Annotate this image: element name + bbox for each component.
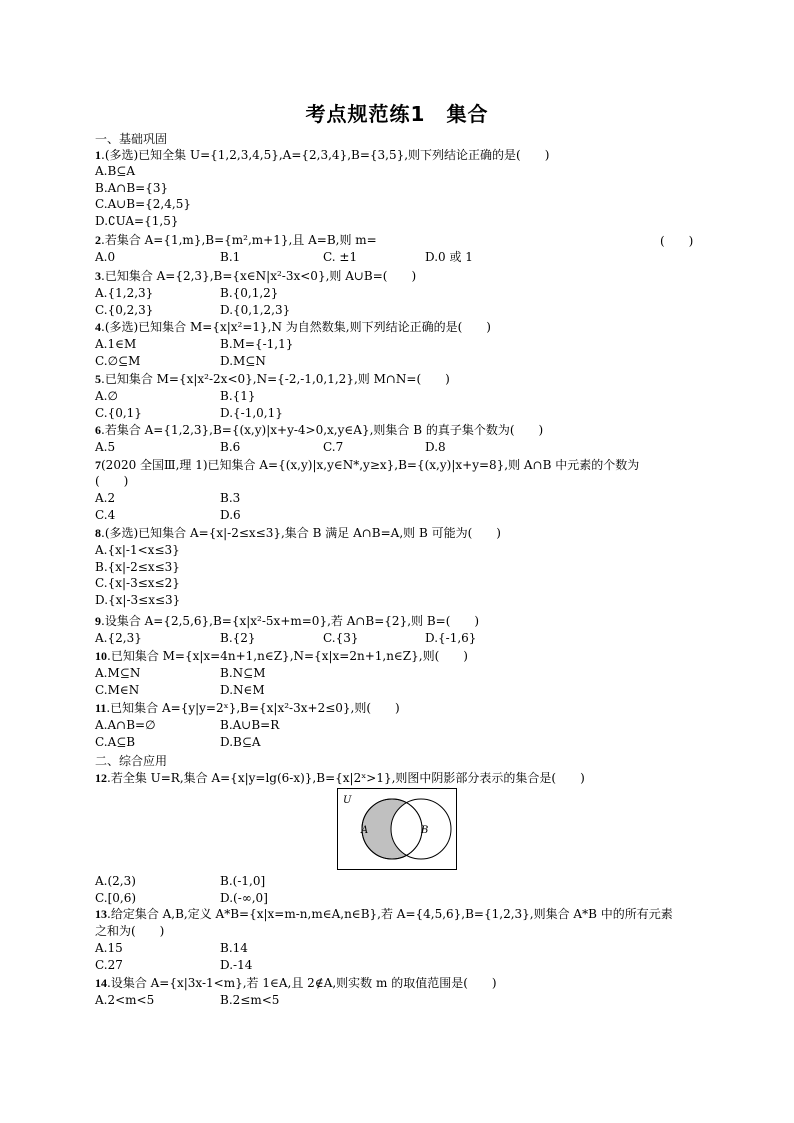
question-5: 5.已知集合 M={x|x²-2x<0},N={-2,-1,0,1,2},则 M∩N=( ) (95, 372, 450, 386)
option-c: C.A∪B={2,4,5} (95, 197, 191, 211)
question-13: 13.给定集合 A,B,定义 A*B={x|x=m-n,m∈A,n∈B},若 A={4,5,6},B={1,2,3},则集合 A*B 中的所有元素 (95, 907, 673, 921)
question-8: 8.(多选)已知集合 A={x|-2≤x≤3},集合 B 满足 A∩B=A,则 B 可能为( ) (95, 526, 501, 540)
option-d: D.{-1,6} (425, 631, 477, 645)
section-heading-applied: 二、综合应用 (95, 754, 168, 768)
option-a: A.2 (95, 491, 116, 505)
question-6: 6.若集合 A={1,2,3},B={(x,y)|x+y-4>0,x,y∈A},则集合 B 的真子集个数为( ) (95, 423, 544, 437)
option-d: D.N∈M (220, 682, 265, 697)
label-b: B (421, 825, 429, 836)
option-b: B.1 (220, 250, 241, 264)
option-c: C. ±1 (323, 250, 358, 264)
option-b: B.{x|-2≤x≤3} (95, 559, 180, 574)
question-11: 11.已知集合 A={y|y=2ˣ},B={x|x²-3x+2≤0},则( ) (95, 701, 400, 715)
question-1: 1.(多选)已知全集 U={1,2,3,4,5},A={2,3,4},B={3,5},则下列结论正确的是( ) (95, 148, 550, 162)
label-u: U (343, 795, 352, 806)
option-b: B.{2} (220, 631, 256, 645)
option-d: D.{x|-3≤x≤3} (95, 592, 181, 607)
option-b: B.A∩B={3} (95, 180, 169, 195)
question-7-continuation: ( ) (95, 474, 129, 488)
option-d: D.{0,1,2,3} (220, 302, 291, 317)
option-c: C.M∈N (95, 682, 140, 697)
question-13-continuation: 之和为( ) (95, 924, 165, 938)
page-title: 考点规范练1 集合 (305, 102, 489, 126)
question-10: 10.已知集合 M={x|x=4n+1,n∈Z},N={x|x=2n+1,n∈Z},则( ) (95, 649, 468, 663)
option-a: A.1∈M (95, 337, 137, 351)
option-c: C.27 (95, 957, 123, 972)
option-a: A.M⊆N (95, 666, 141, 680)
option-b: B.2≤m<5 (220, 993, 280, 1007)
option-b: B.{1} (220, 389, 256, 403)
option-c: C.{0,2,3} (95, 302, 154, 317)
option-a: A.B⊆A (95, 164, 136, 178)
option-a: A.2<m<5 (95, 993, 155, 1007)
option-a: A.{x|-1<x≤3} (95, 543, 180, 557)
option-d: D.8 (425, 440, 446, 454)
venn-diagram (337, 788, 457, 870)
option-b: B.3 (220, 491, 241, 505)
option-d: D.6 (220, 507, 241, 522)
option-c: C.[0,6) (95, 890, 137, 905)
option-a: A.5 (95, 440, 116, 454)
option-c: C.∅⊆M (95, 353, 141, 368)
option-b: B.6 (220, 440, 241, 454)
option-c: C.7 (323, 440, 344, 454)
option-d: D.B⊆A (220, 734, 261, 749)
question-2: 2.若集合 A={1,m},B={m²,m+1},且 A=B,则 m= (95, 233, 377, 247)
option-d: D.∁UA={1,5} (95, 213, 179, 228)
option-d: D.-14 (220, 957, 253, 972)
option-a: A.{1,2,3} (95, 286, 154, 300)
option-d: D.M⊆N (220, 353, 266, 368)
question-9: 9.设集合 A={2,5,6},B={x|x²-5x+m=0},若 A∩B={2},则 B=( ) (95, 614, 480, 628)
option-b: B.N⊆M (220, 666, 266, 680)
option-d: D.{-1,0,1} (220, 405, 283, 420)
option-a: A.(2,3) (95, 874, 136, 888)
option-c: C.4 (95, 507, 116, 522)
label-a: A (361, 825, 369, 836)
question-12: 12.若全集 U=R,集合 A={x|y=lg(6-x)},B={x|2ˣ>1},则图中阴影部分表示的集合是( ) (95, 771, 585, 785)
option-a: A.∅ (95, 389, 118, 403)
option-b: B.{0,1,2} (220, 286, 279, 300)
question-3: 3.已知集合 A={2,3},B={x∈N|x²-3x<0},则 A∪B=( ) (95, 269, 417, 283)
option-c: C.{0,1} (95, 405, 142, 420)
option-c: C.A⊆B (95, 734, 136, 749)
question-7: 7(2020 全国Ⅲ,理 1)已知集合 A={(x,y)|x,y∈N*,y≥x},B={(x,y)|x+y=8},则 A∩B 中元素的个数为 (95, 458, 640, 472)
option-a: A.15 (95, 941, 123, 955)
option-b: B.M={-1,1} (220, 337, 294, 351)
option-c: C.{3} (323, 631, 359, 645)
option-a: A.A∩B=∅ (95, 718, 156, 732)
question-4: 4.(多选)已知集合 M={x|x²=1},N 为自然数集,则下列结论正确的是( ) (95, 320, 491, 334)
option-b: B.A∪B=R (220, 718, 280, 732)
option-d: D.0 或 1 (425, 250, 473, 264)
answer-paren: ( ) (660, 234, 694, 248)
question-14: 14.设集合 A={x|3x-1<m},若 1∈A,且 2∉A,则实数 m 的取值范围是( ) (95, 976, 497, 990)
option-b: B.14 (220, 941, 248, 955)
section-heading-basic: 一、基础巩固 (95, 132, 168, 146)
option-c: C.{x|-3≤x≤2} (95, 576, 180, 590)
option-b: B.(-1,0] (220, 874, 266, 888)
option-a: A.{2,3} (95, 631, 142, 645)
option-d: D.(-∞,0] (220, 890, 268, 905)
option-a: A.0 (95, 250, 116, 264)
